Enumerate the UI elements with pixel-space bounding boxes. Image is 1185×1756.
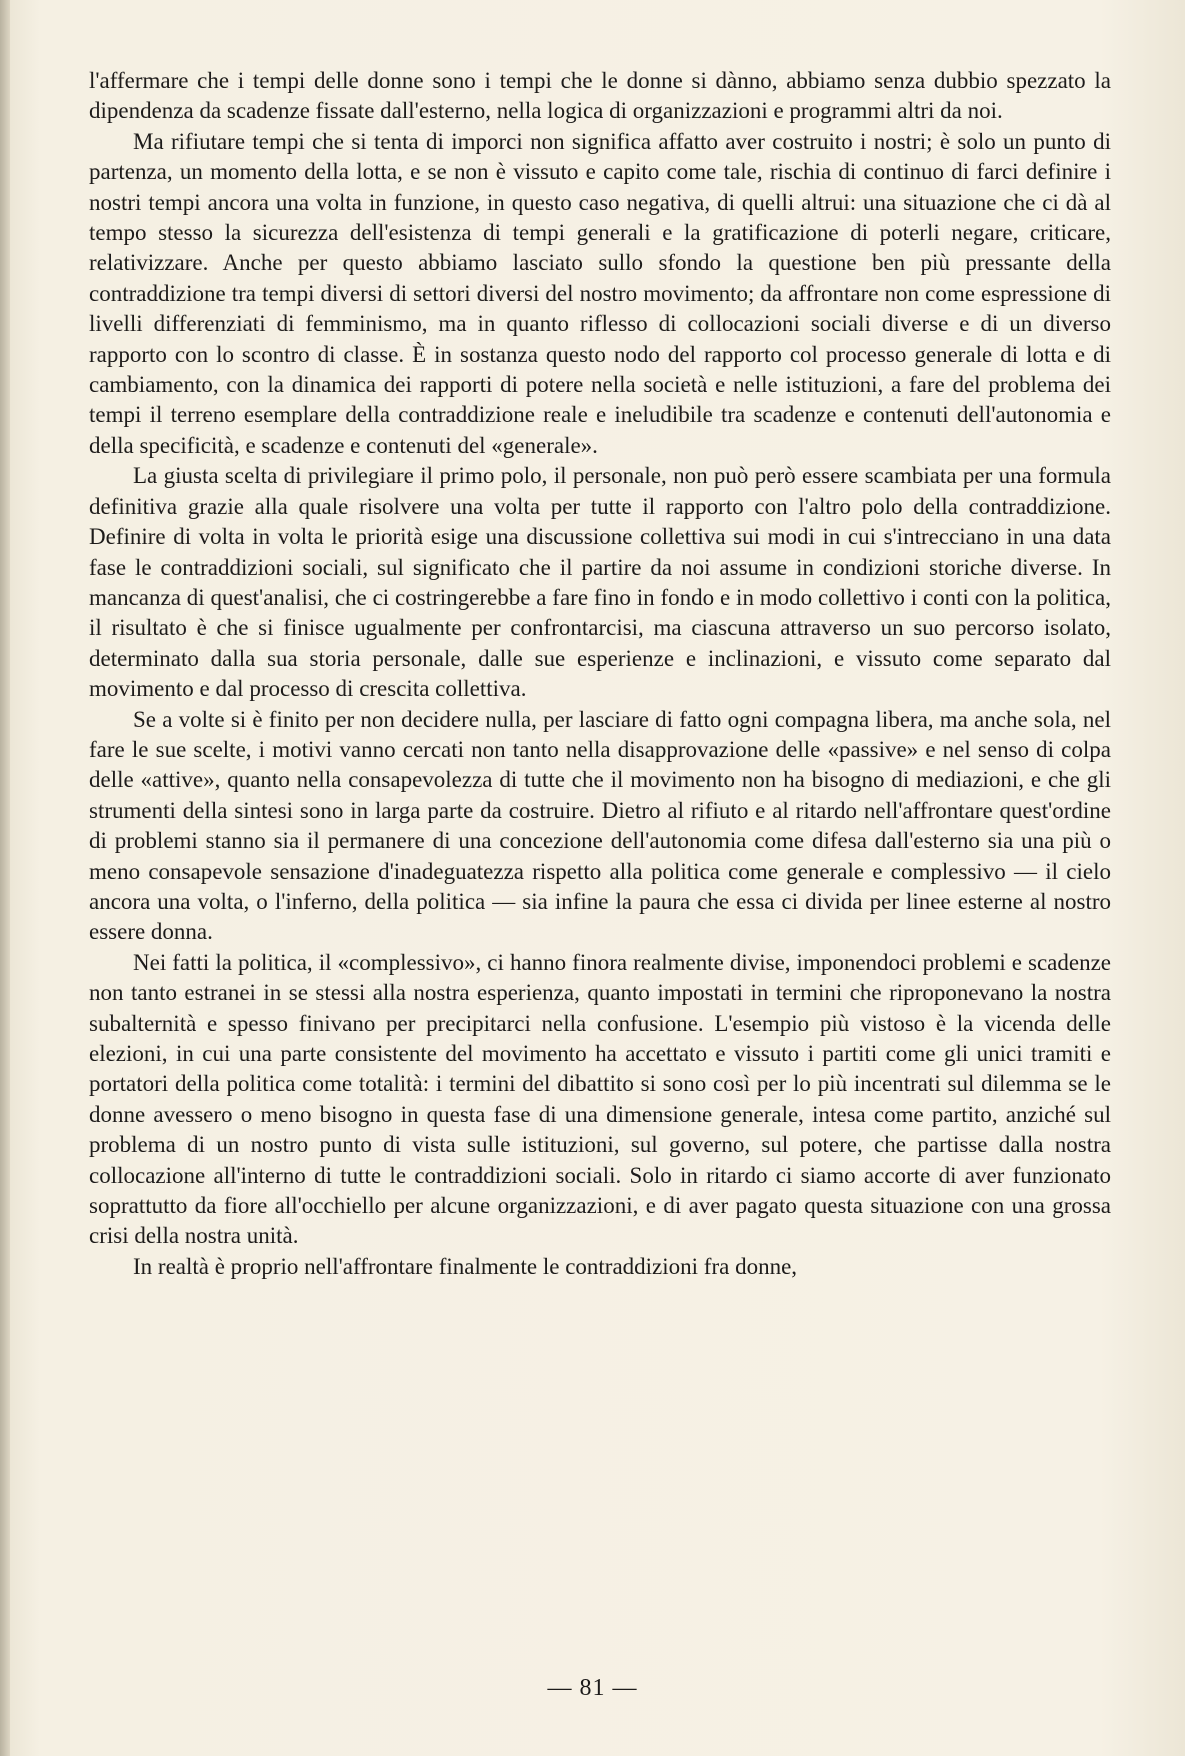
body-text: [89, 66, 1111, 1282]
paragraph-3: La giusta scelta di privilegiare il primo polo, il personale, non può però essere scambiata per una formula definitiva grazie alla quale risolvere una volta per tutte il rapporto con l'altro polo della contraddizione. Definire di volta in volta le priorità esige una discussione collettiva sui modi in cui s'intrecciano in una data fase le contraddizioni sociali, sul significato che il partire da noi assume in condizioni storiche diverse. In mancanza di quest'analisi, che ci costringerebbe a fare fino in fondo e in modo collettivo i conti con la politica, il risultato è che si finisce ugualmente per confrontarcisi, ma ciascuna attraverso un suo percorso isolato, determinato dalla sua storia personale, dalle sue esperienze e inclinazioni, e vissuto come separato dal movimento e dal processo di crescita collettiva.: [89, 463, 1111, 702]
paragraph-1: l'affermare che i tempi delle donne sono i tempi che le donne si dànno, abbiamo senza dubbio spezzato la dipendenza da scadenze fissate dall'esterno, nella logica di organizzazioni e programmi altri da noi.: [89, 68, 1111, 124]
paragraph-5: Nei fatti la politica, il «complessivo», ci hanno finora realmente divise, imponendoci problemi e scadenze non tanto estranei in se stessi alla nostra esperienza, quanto impostati in termini che riproponevano la nostra subalternità e spesso finivano per precipitarci nella confusione. L'esempio più vistoso è la vicenda delle elezioni, in cui una parte consistente del movimento ha accettato e vissuto i partiti come gli unici tramiti e portatori della politica come totalità: i termini del dibattito si sono così per lo più incentrati sul dilemma se le donne avessero o meno bisogno in questa fase di una dimensione generale, intesa come partito, anziché sul problema di un nostro punto di vista sulle istituzioni, sul governo, sul potere, che partisse dalla nostra collocazione all'interno di tutte le contraddizioni sociali. Solo in ritardo ci siamo accorte di aver funzionato soprattutto da fiore all'occhiello per alcune organizzazioni, e di aver pagato questa situazione con una grossa crisi della nostra unità.: [89, 949, 1111, 1249]
paragraph-2: Ma rifiutare tempi che si tenta di imporci non significa affatto aver costruito i nostri; è solo un punto di partenza, un momento della lotta, e se non è vissuto e capito come tale, rischia di continuo di farci definire i nostri tempi ancora una volta in funzione, in questo caso negativa, di quelli altrui: una situazione che ci dà al tempo stesso la sicurezza dell'esistenza di tempi generali e la gratificazione di poterli negare, criticare, relativizzare. Anche per questo abbiamo lasciato sullo sfondo la questione ben più pressante della contraddizione tra tempi diversi di settori diversi del nostro movimento; da affrontare non come espressione di livelli differenziati di femminismo, ma in quanto riflesso di collocazioni sociali diverse e di un diverso rapporto con lo scontro di classe. È in sostanza questo nodo del rapporto col processo generale di lotta e di cambiamento, con la dinamica dei rapporti di potere nella società e nelle istituzioni, a fare del problema dei tempi il terreno esemplare della contraddizione reale e ineludibile tra scadenze e contenuti dell'autonomia e della specificità, e scadenze e contenuti del «generale».: [89, 128, 1111, 458]
page-binding-edge: [0, 0, 10, 1756]
paragraph-4: Se a volte si è finito per non decidere nulla, per lasciare di fatto ogni compagna libera, ma anche sola, nel fare le sue scelte, i motivi vanno cercati non tanto nella disapprovazione delle «passive» e nel senso di colpa delle «attive», quanto nella consapevolezza di tutte che il movimento non ha bisogno di mediazioni, e che gli strumenti della sintesi sono in larga parte da costruire. Dietro al rifiuto e al ritardo nell'affrontare quest'ordine di problemi stanno sia il permanere di una concezione dell'autonomia come difesa dall'esterno sia una più o meno consapevole sensazione d'inadeguatezza rispetto alla politica come generale e complessivo — il cielo ancora una volta, o l'inferno, della politica — sia infine la paura che essa ci divida per linee esterne al nostro essere donna.: [89, 706, 1111, 945]
paragraph-6: In realtà è proprio nell'affrontare finalmente le contraddizioni fra donne,: [133, 1253, 798, 1279]
page-number: — 81 —: [547, 1675, 638, 1701]
